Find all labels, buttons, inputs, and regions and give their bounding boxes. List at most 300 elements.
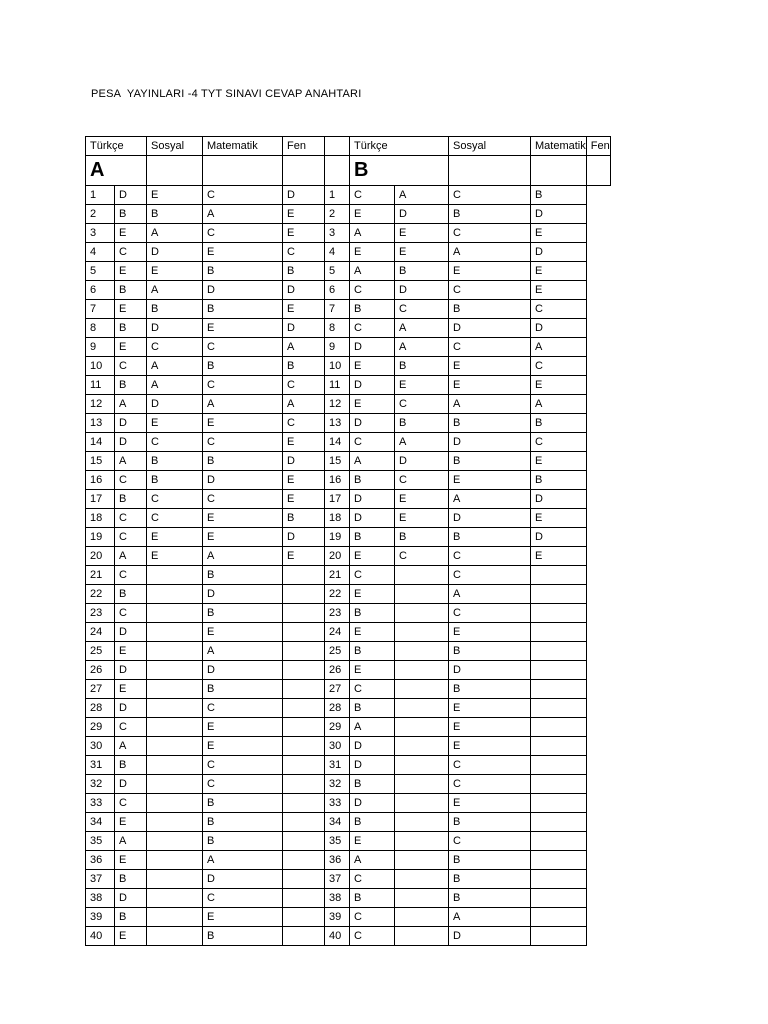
turkce-answer-b: D	[350, 490, 395, 509]
question-number-b: 1	[325, 186, 350, 205]
turkce-answer-a: D	[115, 623, 147, 642]
question-number-b: 6	[325, 281, 350, 300]
sosyal-answer-b: C	[395, 395, 449, 414]
question-number-b: 16	[325, 471, 350, 490]
turkce-answer-b: D	[350, 376, 395, 395]
sosyal-answer-b: B	[395, 528, 449, 547]
question-number-a: 5	[86, 262, 115, 281]
fen-answer-b	[531, 623, 587, 642]
sosyal-answer-a: E	[147, 186, 203, 205]
turkce-answer-a: C	[115, 794, 147, 813]
sosyal-answer-a	[147, 756, 203, 775]
question-number-b: 34	[325, 813, 350, 832]
turkce-answer-a: B	[115, 205, 147, 224]
matematik-answer-b: C	[449, 566, 531, 585]
matematik-answer-a: A	[203, 547, 283, 566]
fen-answer-a	[283, 585, 325, 604]
sosyal-answer-a	[147, 623, 203, 642]
fen-answer-a	[283, 718, 325, 737]
fen-answer-b	[531, 889, 587, 908]
question-number-b: 24	[325, 623, 350, 642]
matematik-answer-a: C	[203, 889, 283, 908]
turkce-answer-a: C	[115, 471, 147, 490]
matematik-answer-a: B	[203, 680, 283, 699]
fen-answer-b: D	[531, 528, 587, 547]
fen-answer-a	[283, 870, 325, 889]
sosyal-answer-b: D	[395, 281, 449, 300]
fen-answer-b: D	[531, 319, 587, 338]
fen-answer-b: B	[531, 471, 587, 490]
turkce-answer-a: A	[115, 395, 147, 414]
matematik-answer-b: C	[449, 756, 531, 775]
question-number-a: 3	[86, 224, 115, 243]
fen-answer-b	[531, 832, 587, 851]
question-number-a: 14	[86, 433, 115, 452]
turkce-answer-b: E	[350, 547, 395, 566]
booklet-label-b: B	[350, 156, 449, 186]
turkce-answer-a: A	[115, 452, 147, 471]
table-row	[86, 528, 611, 547]
sosyal-answer-a	[147, 851, 203, 870]
turkce-answer-b: D	[350, 794, 395, 813]
matematik-answer-b: E	[449, 737, 531, 756]
turkce-answer-a: E	[115, 851, 147, 870]
table-row	[86, 699, 611, 718]
table-row	[86, 832, 611, 851]
turkce-answer-b: D	[350, 414, 395, 433]
turkce-answer-b: C	[350, 186, 395, 205]
matematik-answer-a: D	[203, 281, 283, 300]
question-number-a: 36	[86, 851, 115, 870]
question-number-a: 25	[86, 642, 115, 661]
table-row	[86, 623, 611, 642]
header-sosyal-b: Sosyal	[449, 137, 531, 156]
matematik-answer-a: D	[203, 661, 283, 680]
turkce-answer-b: B	[350, 528, 395, 547]
question-number-b: 5	[325, 262, 350, 281]
sosyal-answer-a	[147, 908, 203, 927]
sosyal-answer-b	[395, 832, 449, 851]
matematik-answer-a: E	[203, 908, 283, 927]
fen-answer-a	[283, 813, 325, 832]
turkce-answer-a: B	[115, 319, 147, 338]
fen-answer-b: B	[531, 186, 587, 205]
matematik-answer-b: E	[449, 718, 531, 737]
matematik-answer-b: D	[449, 927, 531, 946]
question-number-b: 25	[325, 642, 350, 661]
sosyal-answer-a: E	[147, 414, 203, 433]
matematik-answer-b: B	[449, 680, 531, 699]
matematik-answer-a: C	[203, 376, 283, 395]
question-number-a: 35	[86, 832, 115, 851]
question-number-b: 23	[325, 604, 350, 623]
matematik-answer-a: C	[203, 756, 283, 775]
matematik-answer-b: E	[449, 623, 531, 642]
matematik-answer-b: D	[449, 661, 531, 680]
question-number-a: 12	[86, 395, 115, 414]
table-row	[86, 566, 611, 585]
fen-answer-b	[531, 604, 587, 623]
sosyal-answer-a	[147, 927, 203, 946]
turkce-answer-a: B	[115, 908, 147, 927]
question-number-b: 39	[325, 908, 350, 927]
question-number-a: 27	[86, 680, 115, 699]
turkce-answer-a: A	[115, 547, 147, 566]
sosyal-answer-b: C	[395, 547, 449, 566]
question-number-b: 21	[325, 566, 350, 585]
turkce-answer-a: E	[115, 224, 147, 243]
table-row	[86, 186, 611, 205]
question-number-b: 31	[325, 756, 350, 775]
fen-answer-b: C	[531, 357, 587, 376]
fen-answer-b: B	[531, 414, 587, 433]
sosyal-answer-a: E	[147, 262, 203, 281]
fen-answer-b: E	[531, 452, 587, 471]
turkce-answer-b: C	[350, 433, 395, 452]
question-number-b: 17	[325, 490, 350, 509]
turkce-answer-a: B	[115, 870, 147, 889]
question-number-b: 19	[325, 528, 350, 547]
fen-answer-b	[531, 927, 587, 946]
turkce-answer-a: E	[115, 927, 147, 946]
sosyal-answer-b	[395, 661, 449, 680]
fen-answer-a: E	[283, 224, 325, 243]
fen-answer-a	[283, 680, 325, 699]
matematik-answer-b: B	[449, 300, 531, 319]
question-number-a: 40	[86, 927, 115, 946]
matematik-answer-b: D	[449, 319, 531, 338]
fen-answer-a	[283, 604, 325, 623]
question-number-b: 32	[325, 775, 350, 794]
sosyal-answer-b: C	[395, 471, 449, 490]
sosyal-answer-a: C	[147, 509, 203, 528]
turkce-answer-a: C	[115, 718, 147, 737]
question-number-b: 27	[325, 680, 350, 699]
question-number-a: 6	[86, 281, 115, 300]
header-matematik-a: Matematik	[203, 137, 283, 156]
table-row	[86, 585, 611, 604]
table-row	[86, 927, 611, 946]
table-row	[86, 775, 611, 794]
question-number-b: 22	[325, 585, 350, 604]
matematik-answer-b: E	[449, 699, 531, 718]
fen-answer-a: E	[283, 433, 325, 452]
fen-answer-a	[283, 699, 325, 718]
matematik-answer-a: C	[203, 338, 283, 357]
turkce-answer-b: E	[350, 243, 395, 262]
turkce-answer-b: E	[350, 585, 395, 604]
matematik-answer-b: E	[449, 262, 531, 281]
question-number-b: 40	[325, 927, 350, 946]
matematik-answer-a: C	[203, 775, 283, 794]
turkce-answer-a: E	[115, 338, 147, 357]
question-number-b: 4	[325, 243, 350, 262]
sosyal-answer-b: A	[395, 338, 449, 357]
matematik-answer-b: C	[449, 547, 531, 566]
turkce-answer-a: C	[115, 566, 147, 585]
turkce-answer-b: D	[350, 756, 395, 775]
sosyal-answer-a: C	[147, 433, 203, 452]
sosyal-answer-b	[395, 623, 449, 642]
matematik-answer-b: A	[449, 908, 531, 927]
fen-answer-b	[531, 661, 587, 680]
question-number-a: 4	[86, 243, 115, 262]
matematik-answer-b: A	[449, 585, 531, 604]
turkce-answer-b: E	[350, 623, 395, 642]
fen-answer-a: B	[283, 262, 325, 281]
fen-answer-a: D	[283, 186, 325, 205]
turkce-answer-a: C	[115, 357, 147, 376]
sosyal-answer-b	[395, 889, 449, 908]
matematik-answer-b: B	[449, 870, 531, 889]
turkce-answer-a: C	[115, 243, 147, 262]
turkce-answer-b: C	[350, 680, 395, 699]
matematik-answer-b: E	[449, 471, 531, 490]
matematik-answer-b: E	[449, 376, 531, 395]
fen-answer-b	[531, 813, 587, 832]
turkce-answer-a: D	[115, 186, 147, 205]
matematik-answer-b: A	[449, 490, 531, 509]
table-row	[86, 870, 611, 889]
fen-answer-b: A	[531, 338, 587, 357]
sosyal-answer-a	[147, 699, 203, 718]
matematik-answer-b: B	[449, 889, 531, 908]
table-row	[86, 547, 611, 566]
fen-answer-b: E	[531, 262, 587, 281]
question-number-b: 20	[325, 547, 350, 566]
matematik-answer-a: C	[203, 433, 283, 452]
fen-answer-b	[531, 680, 587, 699]
question-number-a: 2	[86, 205, 115, 224]
sosyal-answer-b	[395, 718, 449, 737]
question-number-a: 37	[86, 870, 115, 889]
question-number-a: 11	[86, 376, 115, 395]
fen-answer-a: B	[283, 357, 325, 376]
sosyal-answer-a: D	[147, 395, 203, 414]
turkce-answer-b: D	[350, 737, 395, 756]
question-number-a: 31	[86, 756, 115, 775]
turkce-answer-b: B	[350, 642, 395, 661]
matematik-answer-a: B	[203, 813, 283, 832]
sosyal-answer-a	[147, 889, 203, 908]
matematik-answer-b: D	[449, 509, 531, 528]
table-row	[86, 376, 611, 395]
fen-answer-a	[283, 794, 325, 813]
document-title: PESA YAYINLARI -4 TYT SINAVI CEVAP ANAHTARI	[91, 88, 362, 100]
question-number-b: 36	[325, 851, 350, 870]
sosyal-answer-a	[147, 680, 203, 699]
sosyal-answer-b: A	[395, 319, 449, 338]
matematik-answer-a: E	[203, 243, 283, 262]
header-matematik-b: Matematik	[531, 137, 587, 156]
turkce-answer-b: E	[350, 832, 395, 851]
turkce-answer-b: B	[350, 813, 395, 832]
table-row	[86, 243, 611, 262]
fen-answer-b	[531, 718, 587, 737]
table-row	[86, 224, 611, 243]
matematik-answer-b: B	[449, 528, 531, 547]
fen-answer-a	[283, 623, 325, 642]
header-sosyal-a: Sosyal	[147, 137, 203, 156]
sosyal-answer-b	[395, 737, 449, 756]
fen-answer-a	[283, 908, 325, 927]
question-number-b: 12	[325, 395, 350, 414]
sosyal-answer-a	[147, 737, 203, 756]
turkce-answer-b: C	[350, 870, 395, 889]
sosyal-answer-a: B	[147, 300, 203, 319]
fen-answer-a: C	[283, 243, 325, 262]
sosyal-answer-b	[395, 870, 449, 889]
table-row	[86, 300, 611, 319]
fen-answer-a: D	[283, 319, 325, 338]
sosyal-answer-b	[395, 927, 449, 946]
fen-answer-b	[531, 699, 587, 718]
sosyal-answer-b: D	[395, 205, 449, 224]
sosyal-answer-a	[147, 566, 203, 585]
sosyal-answer-a	[147, 604, 203, 623]
table-row	[86, 395, 611, 414]
sosyal-answer-a	[147, 642, 203, 661]
matematik-answer-b: C	[449, 832, 531, 851]
table-row	[86, 851, 611, 870]
sosyal-answer-a	[147, 775, 203, 794]
question-number-a: 23	[86, 604, 115, 623]
table-row	[86, 433, 611, 452]
turkce-answer-b: B	[350, 604, 395, 623]
fen-answer-a	[283, 566, 325, 585]
table-row	[86, 452, 611, 471]
turkce-answer-b: E	[350, 661, 395, 680]
turkce-answer-a: E	[115, 680, 147, 699]
sosyal-answer-b	[395, 566, 449, 585]
sosyal-answer-b	[395, 642, 449, 661]
fen-answer-a	[283, 775, 325, 794]
table-row	[86, 908, 611, 927]
sosyal-answer-a: D	[147, 319, 203, 338]
sosyal-answer-b	[395, 680, 449, 699]
question-number-b: 30	[325, 737, 350, 756]
question-number-a: 34	[86, 813, 115, 832]
sosyal-answer-b	[395, 699, 449, 718]
matematik-answer-a: D	[203, 870, 283, 889]
question-number-a: 10	[86, 357, 115, 376]
question-number-b: 3	[325, 224, 350, 243]
table-row	[86, 794, 611, 813]
sosyal-answer-b: C	[395, 300, 449, 319]
table-row	[86, 319, 611, 338]
table-row	[86, 889, 611, 908]
answer-key-table	[85, 136, 611, 946]
matematik-answer-a: D	[203, 471, 283, 490]
fen-answer-a: E	[283, 205, 325, 224]
turkce-answer-b: D	[350, 338, 395, 357]
matematik-answer-a: B	[203, 794, 283, 813]
matematik-answer-a: B	[203, 452, 283, 471]
question-number-a: 24	[86, 623, 115, 642]
sosyal-answer-b	[395, 851, 449, 870]
question-number-a: 17	[86, 490, 115, 509]
turkce-answer-a: E	[115, 813, 147, 832]
header-row	[86, 137, 611, 156]
turkce-answer-b: C	[350, 566, 395, 585]
question-number-b: 26	[325, 661, 350, 680]
question-number-b: 15	[325, 452, 350, 471]
turkce-answer-a: E	[115, 642, 147, 661]
booklet-empty-cell	[147, 156, 203, 186]
fen-answer-b: C	[531, 300, 587, 319]
turkce-answer-a: D	[115, 775, 147, 794]
matematik-answer-a: E	[203, 718, 283, 737]
fen-answer-a: C	[283, 414, 325, 433]
sosyal-answer-b	[395, 794, 449, 813]
question-number-a: 18	[86, 509, 115, 528]
matematik-answer-a: A	[203, 395, 283, 414]
table-row	[86, 205, 611, 224]
fen-answer-b: E	[531, 547, 587, 566]
sosyal-answer-a: B	[147, 452, 203, 471]
matematik-answer-b: A	[449, 243, 531, 262]
matematik-answer-a: E	[203, 319, 283, 338]
turkce-answer-a: E	[115, 262, 147, 281]
sosyal-answer-b	[395, 604, 449, 623]
sosyal-answer-a: A	[147, 357, 203, 376]
header-turkce-a: Türkçe	[86, 137, 147, 156]
question-number-b: 14	[325, 433, 350, 452]
fen-answer-a: E	[283, 300, 325, 319]
sosyal-answer-b: B	[395, 262, 449, 281]
fen-answer-a: D	[283, 528, 325, 547]
question-number-a: 26	[86, 661, 115, 680]
question-number-a: 38	[86, 889, 115, 908]
fen-answer-b	[531, 908, 587, 927]
fen-answer-a	[283, 927, 325, 946]
question-number-b: 28	[325, 699, 350, 718]
turkce-answer-a: B	[115, 281, 147, 300]
header-fen-a: Fen	[283, 137, 325, 156]
turkce-answer-a: C	[115, 528, 147, 547]
booklet-empty-cell	[283, 156, 325, 186]
turkce-answer-b: C	[350, 927, 395, 946]
question-number-a: 13	[86, 414, 115, 433]
turkce-answer-b: A	[350, 718, 395, 737]
question-number-b: 8	[325, 319, 350, 338]
table-row	[86, 756, 611, 775]
matematik-answer-b: E	[449, 794, 531, 813]
turkce-answer-b: B	[350, 775, 395, 794]
question-number-b: 29	[325, 718, 350, 737]
matematik-answer-a: D	[203, 585, 283, 604]
sosyal-answer-b: E	[395, 509, 449, 528]
turkce-answer-b: B	[350, 471, 395, 490]
matematik-answer-a: B	[203, 604, 283, 623]
turkce-answer-a: C	[115, 604, 147, 623]
question-number-a: 16	[86, 471, 115, 490]
question-number-b: 2	[325, 205, 350, 224]
fen-answer-a: A	[283, 338, 325, 357]
matematik-answer-b: C	[449, 281, 531, 300]
matematik-answer-b: A	[449, 395, 531, 414]
question-number-b: 18	[325, 509, 350, 528]
fen-answer-a: E	[283, 471, 325, 490]
turkce-answer-b: E	[350, 357, 395, 376]
sosyal-answer-b: E	[395, 224, 449, 243]
turkce-answer-a: A	[115, 832, 147, 851]
sosyal-answer-b	[395, 585, 449, 604]
fen-answer-b	[531, 756, 587, 775]
fen-answer-b: E	[531, 224, 587, 243]
question-number-a: 29	[86, 718, 115, 737]
table-row	[86, 281, 611, 300]
